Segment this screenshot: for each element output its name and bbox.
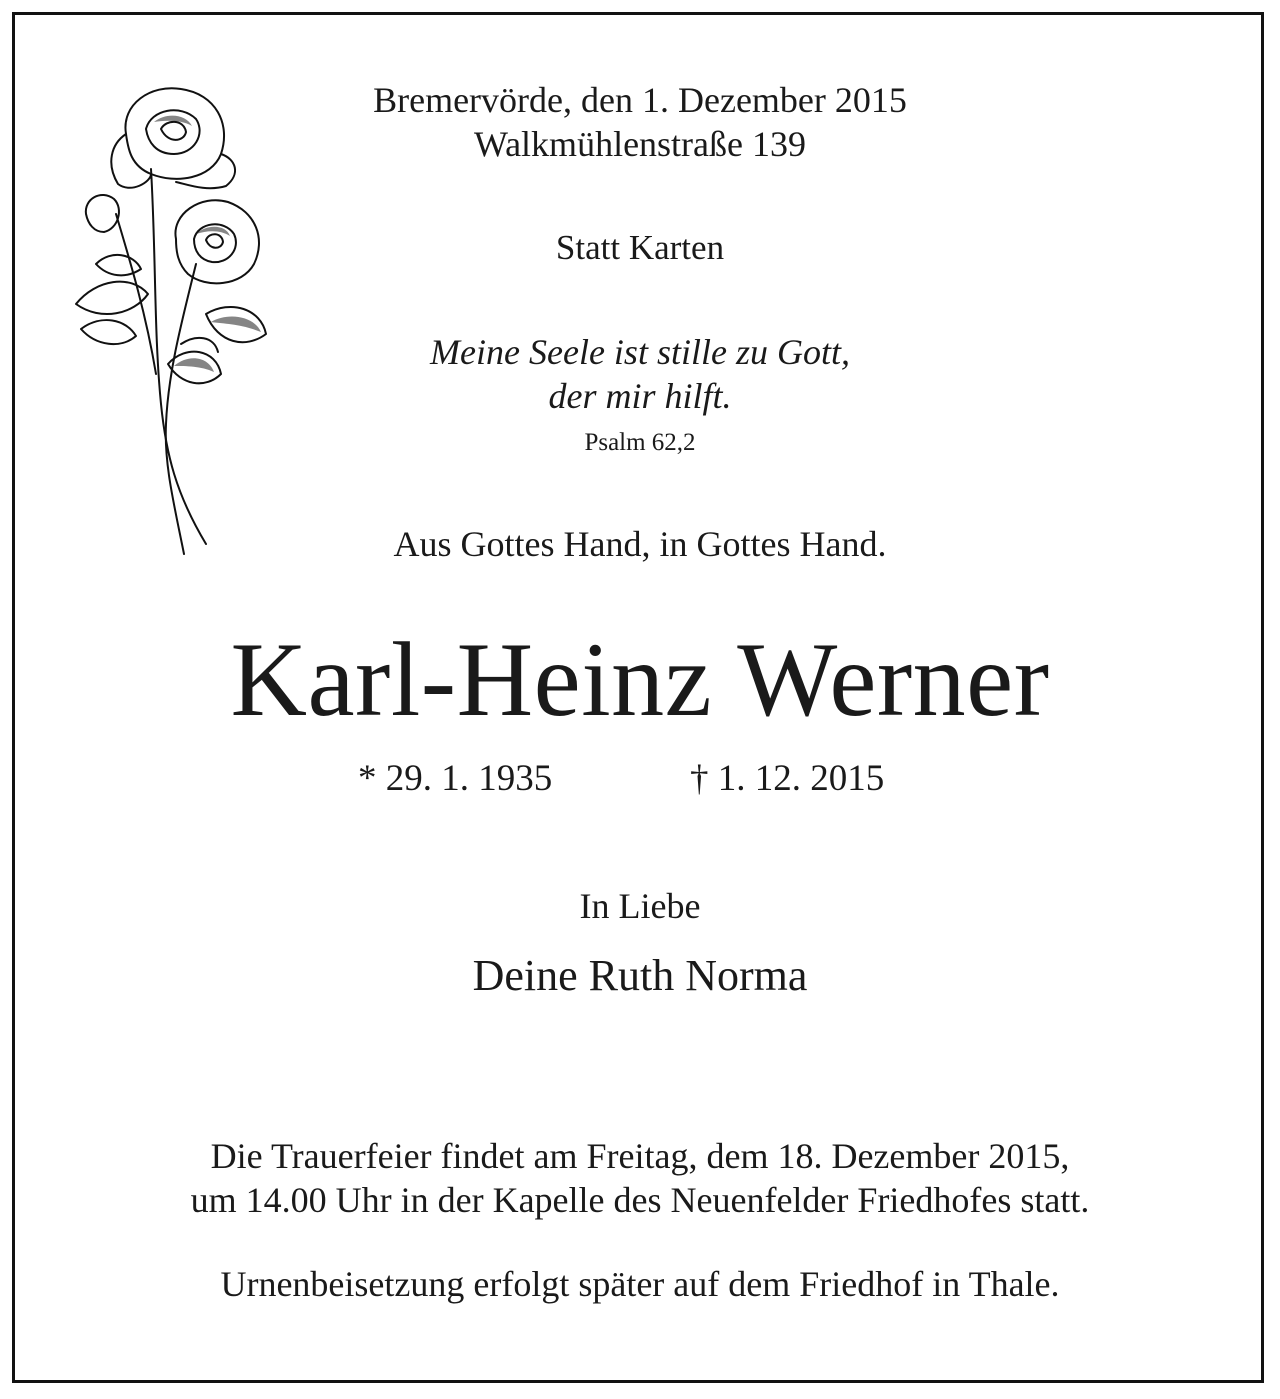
quote-line-1: Meine Seele ist stille zu Gott, (430, 332, 850, 372)
quote-source: Psalm 62,2 (584, 429, 696, 456)
quote-line-2: der mir hilft. (548, 376, 732, 416)
signature: Deine Ruth Norma (472, 951, 808, 1000)
life-dates (0, 756, 1280, 802)
funeral-line-1: Die Trauerfeier findet am Freitag, dem 18. Dezember 2015, (210, 1136, 1070, 1176)
motto: Aus Gottes Hand, in Gottes Hand. (393, 524, 887, 564)
deceased-name: Karl-Heinz Werner (230, 621, 1050, 738)
death-date: † 1. 12. 2015 (690, 758, 885, 799)
birth-date: * 29. 1. 1935 (358, 758, 553, 799)
address: Walkmühlenstraße 139 (473, 124, 806, 164)
burial-note: Urnenbeisetzung erfolgt später auf dem Friedhof in Thale. (220, 1264, 1060, 1304)
funeral-line-2: um 14.00 Uhr in der Kapelle des Neuenfelder Friedhofes statt. (190, 1180, 1090, 1220)
in-love: In Liebe (579, 886, 701, 926)
notice-type: Statt Karten (555, 228, 725, 267)
place-date: Bremervörde, den 1. Dezember 2015 (373, 80, 907, 120)
